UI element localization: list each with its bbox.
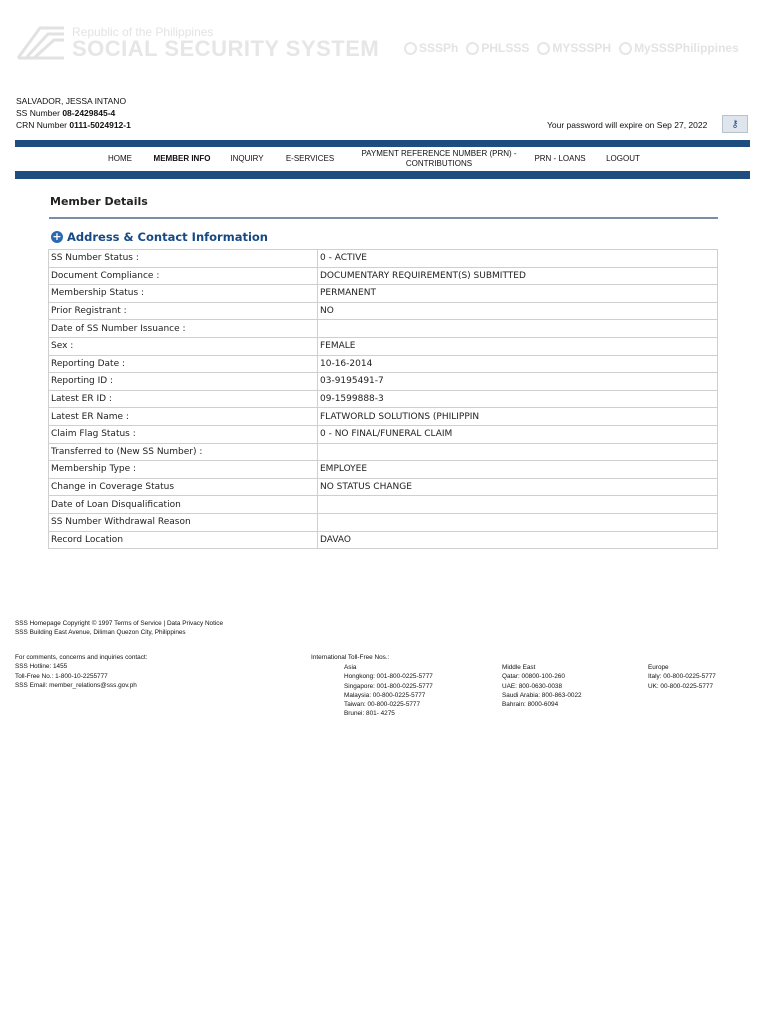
field-label: SS Number Status : xyxy=(49,250,318,268)
field-value: PERMANENT xyxy=(318,285,718,303)
social-label: SSSPh xyxy=(419,41,459,55)
youtube-icon xyxy=(619,42,632,55)
me-number: UAE: 800-0630-0038 xyxy=(502,682,563,690)
social-facebook[interactable] xyxy=(404,41,458,55)
field-label: Latest ER Name : xyxy=(49,408,318,426)
instagram-icon xyxy=(537,42,550,55)
nav-e-services[interactable]: E-SERVICES xyxy=(285,154,335,163)
password-expiry-notice: Your password will expire on Sep 27, 2022 xyxy=(547,120,708,130)
social-links xyxy=(404,41,739,55)
table-row xyxy=(49,461,718,479)
field-value: DAVAO xyxy=(318,531,718,549)
eu-number: Italy: 00-800-0225-5777 xyxy=(648,673,716,681)
field-value xyxy=(318,443,718,461)
change-password-button[interactable] xyxy=(722,115,748,133)
table-row xyxy=(49,425,718,443)
footer-copyright: SSS Homepage Copyright © 1997 Terms of Service | Data Privacy Notice SSS Building East Avenue, Diliman Quezon City, Philippines xyxy=(15,620,224,637)
table-row xyxy=(49,320,718,338)
logo-title: SOCIAL SECURITY SYSTEM xyxy=(72,36,380,61)
asia-number: Brunei: 801- 4275 xyxy=(344,710,395,718)
ss-number-value: 08-2429845-4 xyxy=(62,108,116,118)
field-label: Membership Type : xyxy=(49,461,318,479)
social-instagram[interactable] xyxy=(537,41,611,55)
section-header-address[interactable] xyxy=(51,230,268,244)
table-row xyxy=(49,408,718,426)
field-label: Membership Status : xyxy=(49,285,318,303)
nav-logout[interactable]: LOGOUT xyxy=(606,154,640,163)
section-title: Address & Contact Information xyxy=(67,230,268,244)
sss-logo-icon xyxy=(14,24,66,62)
asia-title: Asia xyxy=(344,664,357,671)
field-label: Transferred to (New SS Number) : xyxy=(49,443,318,461)
ss-number-line xyxy=(16,107,131,119)
table-row xyxy=(49,302,718,320)
field-label: Date of SS Number Issuance : xyxy=(49,320,318,338)
eu-title: Europe xyxy=(648,664,669,671)
table-row xyxy=(49,337,718,355)
table-row xyxy=(49,390,718,408)
contact-intro: For comments, concerns and inquiries contact: xyxy=(15,654,148,661)
ss-number-label: SS Number xyxy=(16,108,60,118)
terms-link[interactable]: Terms of Service xyxy=(114,620,162,627)
me-title: Middle East xyxy=(502,664,536,671)
field-value: NO xyxy=(318,302,718,320)
nav-prn-loans[interactable]: PRN - LOANS xyxy=(534,154,586,163)
header-banner xyxy=(0,0,768,92)
field-label: Sex : xyxy=(49,337,318,355)
title-divider xyxy=(49,217,718,219)
social-label: PHLSSS xyxy=(481,41,530,55)
field-value xyxy=(318,496,718,514)
field-value: DOCUMENTARY REQUIREMENT(S) SUBMITTED xyxy=(318,267,718,285)
footer-asia xyxy=(344,663,433,719)
table-row xyxy=(49,496,718,514)
field-label: Document Compliance : xyxy=(49,267,318,285)
me-number: Qatar: 00800-100-260 xyxy=(502,673,565,681)
asia-number: Singapore: 001-800-0225-5777 xyxy=(344,682,433,690)
table-row xyxy=(49,373,718,391)
field-value: 10-16-2014 xyxy=(318,355,718,373)
asia-number: Taiwan: 00-800-0225-5777 xyxy=(344,701,421,709)
field-label: Reporting Date : xyxy=(49,355,318,373)
member-summary xyxy=(16,95,131,131)
eu-number: UK: 00-800-0225-5777 xyxy=(648,682,714,690)
field-value xyxy=(318,513,718,531)
footer-europe xyxy=(648,663,716,691)
field-label: Record Location xyxy=(49,531,318,549)
field-value: 0 - NO FINAL/FUNERAL CLAIM xyxy=(318,425,718,443)
field-value: FLATWORLD SOLUTIONS (PHILIPPIN xyxy=(318,408,718,426)
member-details-table xyxy=(48,249,718,549)
page-title: Member Details xyxy=(50,195,148,208)
main-nav xyxy=(15,147,750,171)
logo-subtitle: Republic of the Philippines xyxy=(72,25,214,39)
social-twitter[interactable] xyxy=(466,41,529,55)
nav-top-border xyxy=(15,140,750,147)
nav-bottom-border xyxy=(15,171,750,179)
me-number: Saudi Arabia: 800-863-0022 xyxy=(502,691,582,699)
twitter-icon xyxy=(466,42,479,55)
table-row xyxy=(49,250,718,268)
nav-home[interactable]: HOME xyxy=(108,154,132,163)
copyright-mark: © xyxy=(91,620,97,627)
field-label: Change in Coverage Status xyxy=(49,478,318,496)
table-row xyxy=(49,478,718,496)
field-label: Date of Loan Disqualification xyxy=(49,496,318,514)
field-label: Reporting ID : xyxy=(49,373,318,391)
nav-inquiry[interactable]: INQUIRY xyxy=(230,154,264,163)
key-icon: ⚷ xyxy=(731,118,739,130)
field-label: SS Number Withdrawal Reason xyxy=(49,513,318,531)
member-name: SALVADOR, JESSA INTANO xyxy=(16,96,127,106)
nav-prn-contributions[interactable]: PAYMENT REFERENCE NUMBER (PRN) - CONTRIBUTIONS xyxy=(361,149,517,168)
crn-number-line xyxy=(16,119,131,131)
asia-number: Hongkong: 001-800-0225-5777 xyxy=(344,673,433,681)
facebook-icon xyxy=(404,42,417,55)
table-row xyxy=(49,513,718,531)
nav-member-info[interactable]: MEMBER INFO xyxy=(153,154,211,163)
table-row xyxy=(49,267,718,285)
asia-number: Malaysia: 00-800-0225-5777 xyxy=(344,691,426,699)
field-value xyxy=(318,320,718,338)
expand-plus-icon[interactable]: + xyxy=(52,230,62,243)
privacy-link[interactable]: Data Privacy Notice xyxy=(166,620,224,627)
contact-tollfree: Toll-Free No.: 1-800-10-2255777 xyxy=(15,672,108,680)
table-row xyxy=(49,443,718,461)
copyright-prefix: SSS Homepage Copyright xyxy=(15,620,90,627)
field-label: Latest ER ID : xyxy=(49,390,318,408)
field-label: Claim Flag Status : xyxy=(49,425,318,443)
contact-hotline: SSS Hotline: 1455 xyxy=(15,663,68,671)
footer-middle-east xyxy=(502,663,582,709)
table-row xyxy=(49,285,718,303)
social-youtube[interactable] xyxy=(619,41,739,55)
field-value: 03-9195491-7 xyxy=(318,373,718,391)
table-row xyxy=(49,531,718,549)
footer-address: SSS Building East Avenue, Diliman Quezon City, Philippines xyxy=(15,629,186,637)
field-value: EMPLOYEE xyxy=(318,461,718,479)
table-row xyxy=(49,355,718,373)
field-value: 09-1599888-3 xyxy=(318,390,718,408)
social-label: MySSSPhilippines xyxy=(634,41,739,55)
footer-contact xyxy=(15,653,148,690)
crn-number-value: 0111-5024912-1 xyxy=(69,120,131,130)
field-value: 0 - ACTIVE xyxy=(318,250,718,268)
me-number: Bahrain: 8000-6094 xyxy=(502,701,559,709)
field-value: FEMALE xyxy=(318,337,718,355)
footer-intl-title: International Toll-Free Nos.: xyxy=(311,654,390,661)
copyright-year: 1997 xyxy=(98,620,113,627)
social-label: MYSSSPH xyxy=(552,41,612,55)
crn-number-label: CRN Number xyxy=(16,120,68,130)
field-label: Prior Registrant : xyxy=(49,302,318,320)
contact-email[interactable]: SSS Email: member_relations@sss.gov.ph xyxy=(15,681,137,689)
field-value: NO STATUS CHANGE xyxy=(318,478,718,496)
